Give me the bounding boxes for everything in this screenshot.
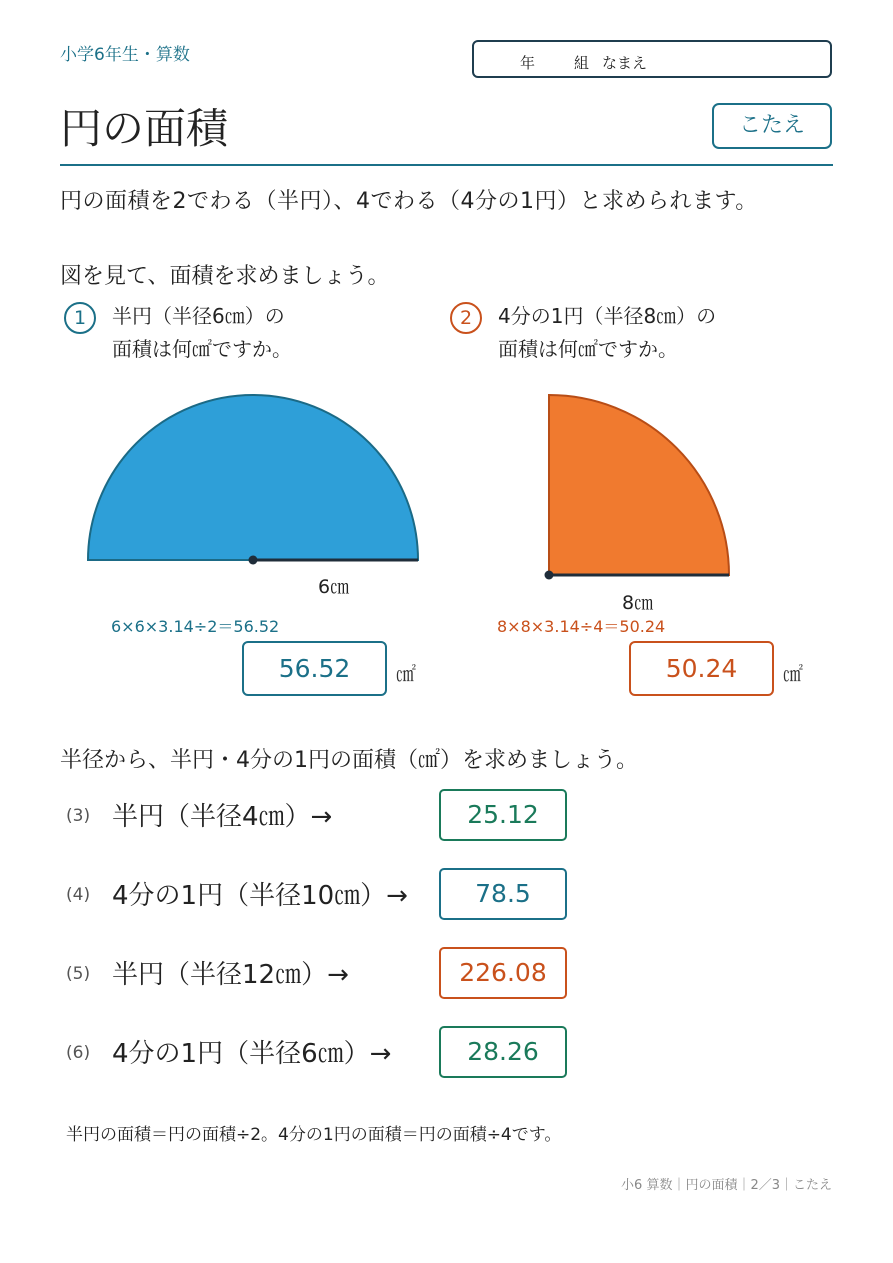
problem1-number: 1	[64, 302, 96, 334]
problem2-number: 2	[450, 302, 482, 334]
year-label: 年	[520, 54, 536, 72]
problem2-question	[498, 300, 716, 366]
problem2-line1: 4分の1円（半径8㎝）の	[498, 304, 717, 328]
page-title: 円の面積	[60, 104, 229, 153]
problem1-line1: 半円（半径6㎝）の	[112, 304, 285, 328]
problem1-unit: ㎠	[396, 662, 416, 686]
header-divider	[60, 164, 833, 166]
problem1-calculation: 6×6×3.14÷2＝56.52	[111, 617, 280, 636]
row3-number: (3)	[66, 806, 91, 826]
class-label: 組	[574, 54, 590, 72]
problem2-line2: 面積は何㎠ですか。	[498, 337, 678, 361]
row6-number: (6)	[66, 1043, 91, 1063]
formula-note: 半円の面積＝円の面積÷2。4分の1円の面積＝円の面積÷4です。	[66, 1125, 562, 1145]
problem2-answer-box[interactable]: 50.24	[629, 641, 774, 696]
problem1-answer-box[interactable]: 56.52	[242, 641, 387, 696]
name-field[interactable]	[472, 40, 832, 78]
intro-text: 円の面積を2でわる（半円）、4でわる（4分の1円）と求められます。	[60, 189, 758, 214]
answer-badge: こたえ	[712, 103, 832, 149]
row5-number: (5)	[66, 964, 91, 984]
row4-number: (4)	[66, 885, 91, 905]
problem1-question	[112, 300, 292, 366]
row6-answer-box[interactable]: 28.26	[439, 1026, 567, 1078]
row4-answer-box[interactable]: 78.5	[439, 868, 567, 920]
row3-question: 半円（半径4㎝）→	[112, 802, 333, 832]
semicircle-shape	[88, 395, 418, 560]
problem1-radius-label: 6㎝	[318, 576, 350, 598]
row4-question: 4分の1円（半径10㎝）→	[112, 881, 408, 911]
problem2-calculation: 8×8×3.14÷4＝50.24	[497, 617, 666, 636]
row5-question: 半円（半径12㎝）→	[112, 960, 349, 990]
quarter-circle-figure	[540, 390, 740, 585]
grade-subject: 小学6年生・算数	[60, 45, 190, 65]
center-dot	[249, 556, 258, 565]
problem1-line2: 面積は何㎠ですか。	[112, 337, 292, 361]
section2-heading: 半径から、半円・4分の1円の面積（㎠）を求めましょう。	[60, 748, 638, 773]
semicircle-figure	[80, 385, 430, 575]
row3-answer-box[interactable]: 25.12	[439, 789, 567, 841]
row5-answer-box[interactable]: 226.08	[439, 947, 567, 999]
problem2-radius-label: 8㎝	[622, 592, 654, 614]
quarter-circle-shape	[549, 395, 729, 575]
section1-heading: 図を見て、面積を求めましょう。	[60, 264, 390, 289]
problem2-unit: ㎠	[783, 662, 803, 686]
row6-question: 4分の1円（半径6㎝）→	[112, 1039, 392, 1069]
center-dot	[545, 571, 554, 580]
name-label: なまえ	[602, 54, 648, 72]
page-footer: 小6 算数｜円の面積｜2／3｜こたえ	[621, 1178, 832, 1193]
